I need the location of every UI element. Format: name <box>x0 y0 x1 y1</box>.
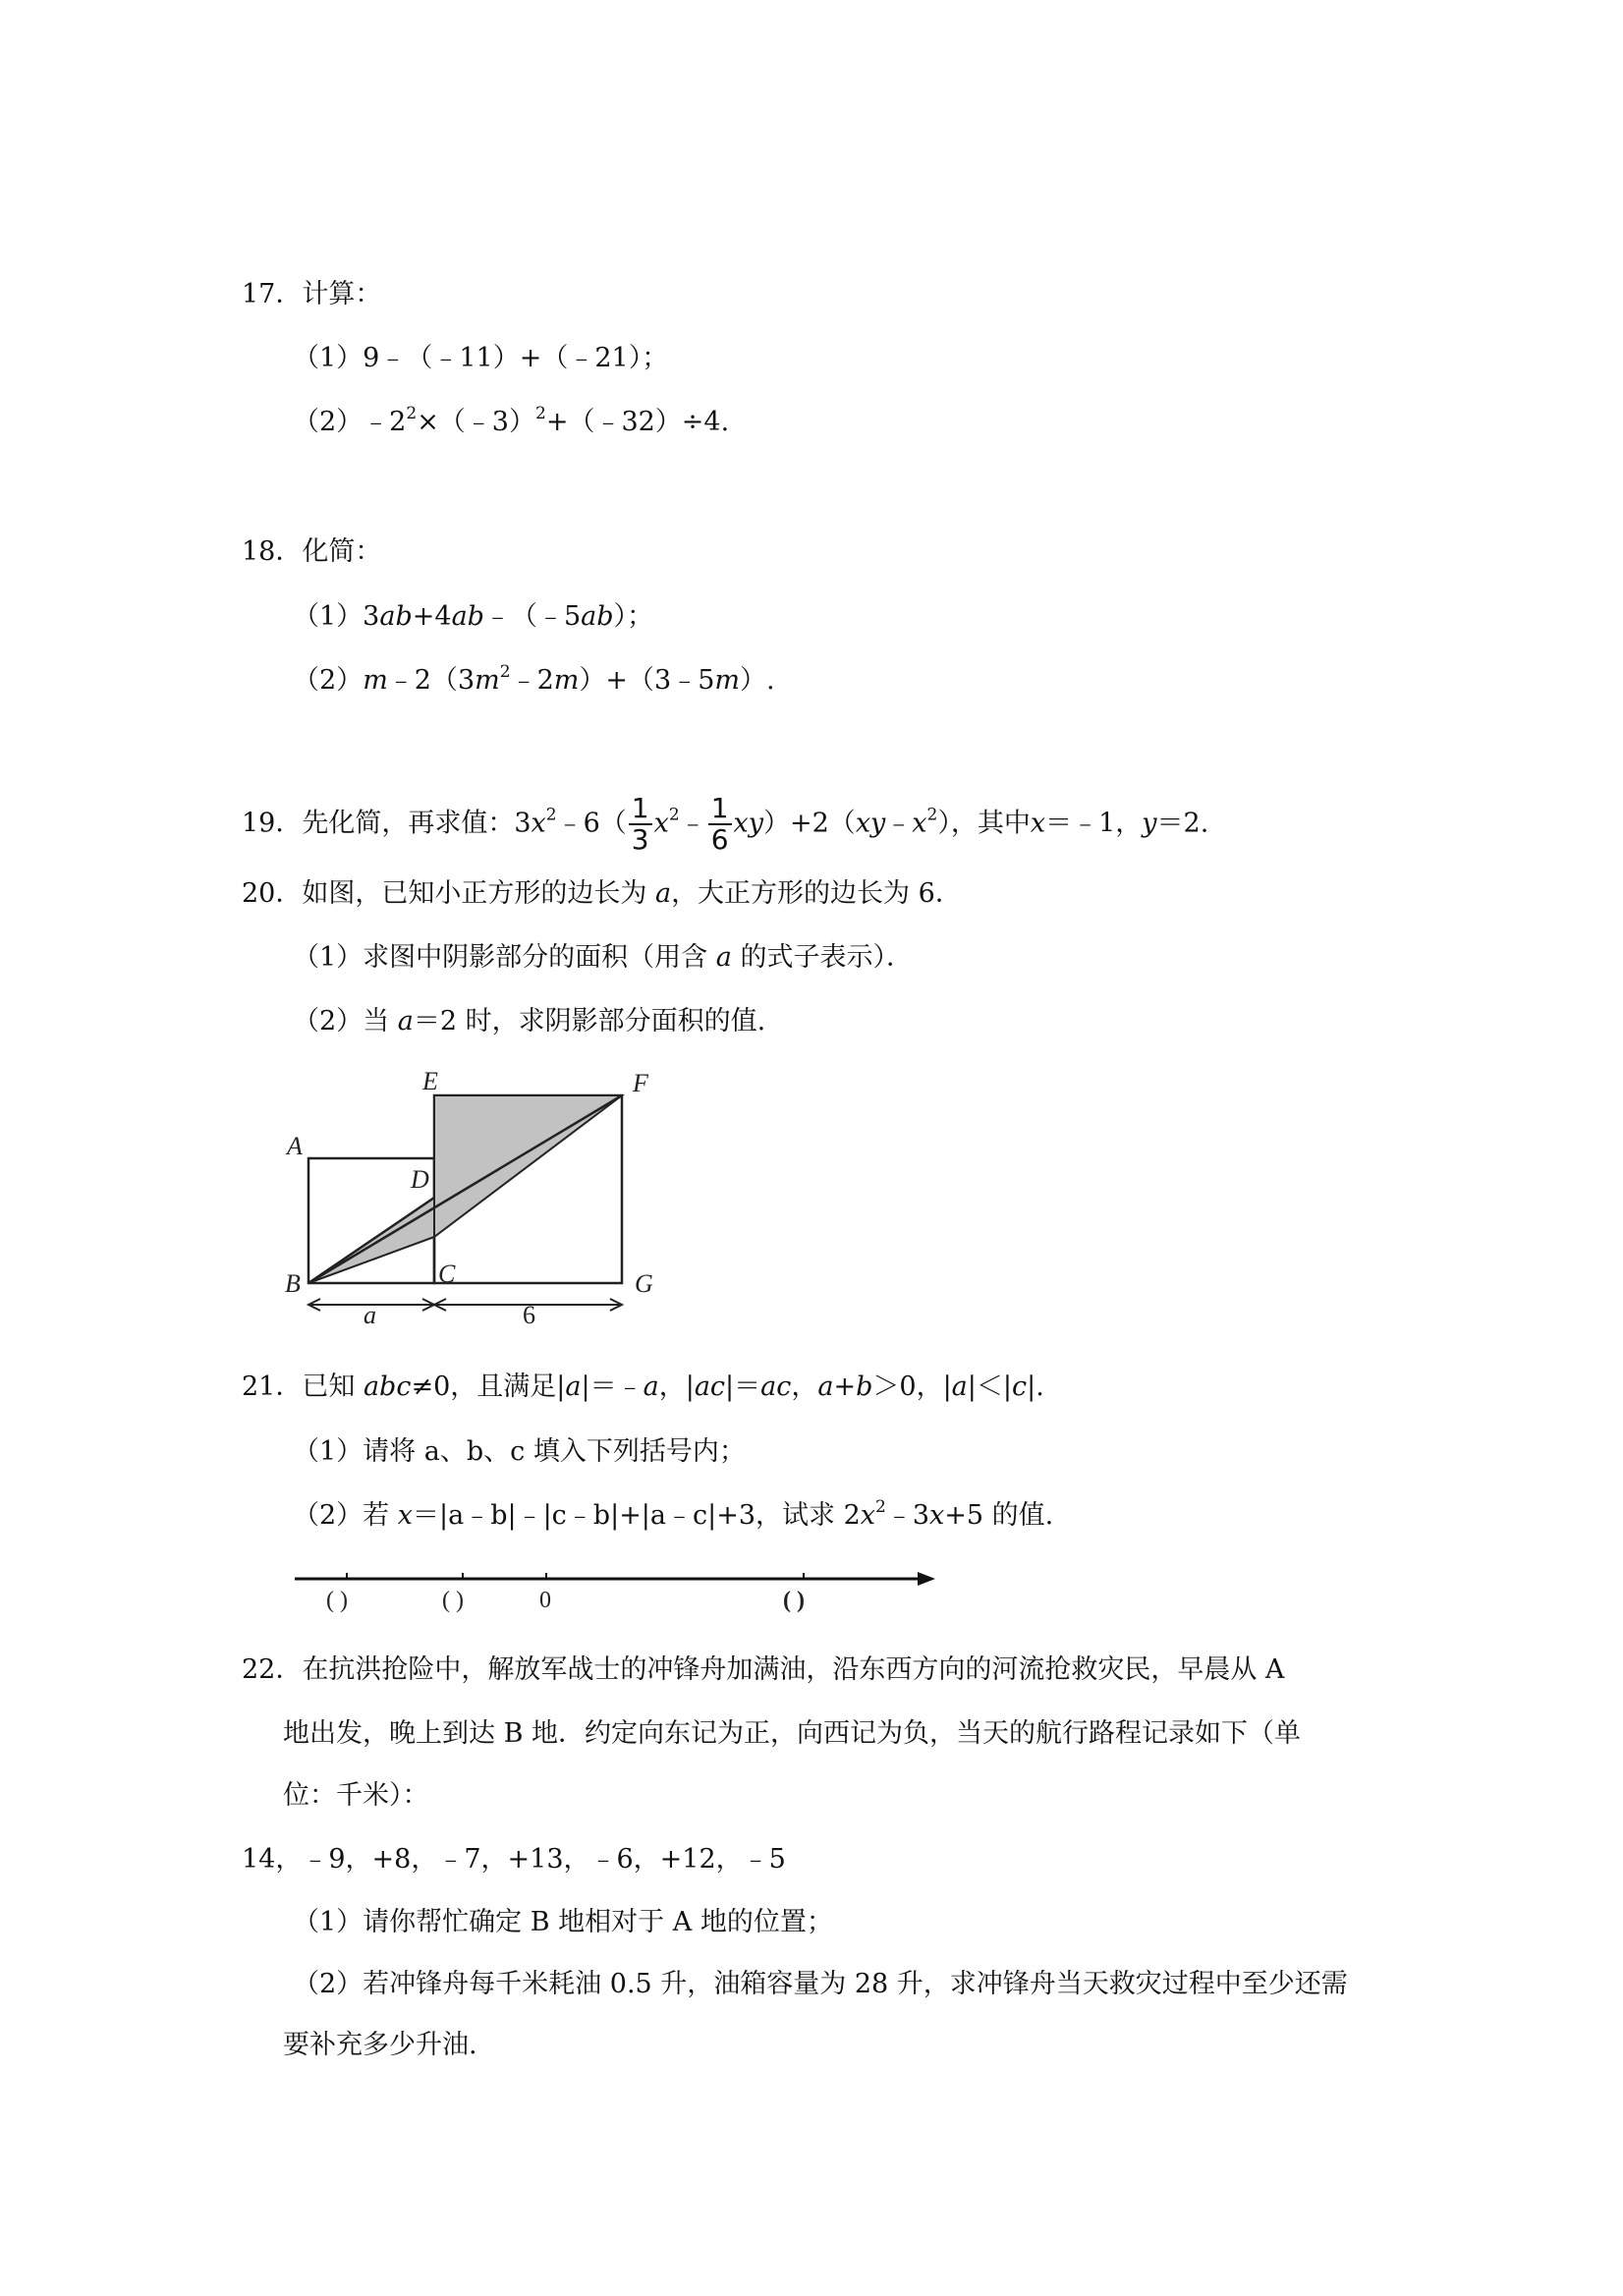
fraction-one-sixth: $\frac{1}{6}$ <box>708 794 732 855</box>
blank-bracket-1: ( ) <box>326 1588 348 1613</box>
q21-part2: （2）若 x＝|a﹣b|﹣|c﹣b|+|a﹣c|+3，试求 $2x^2﹣3x+5$ 的值. <box>293 1497 1054 1531</box>
q18-part1: （1）3ab+4ab﹣（﹣5ab）； <box>293 601 654 632</box>
q22-part2: （2）若冲锋舟每千米耗油 0.5 升，油箱容量为 28 升，求冲锋舟当天救灾过程中至少还需 <box>293 1969 1348 1999</box>
origin-label: 0 <box>539 1588 551 1613</box>
label-f: F <box>633 1069 648 1097</box>
q22-part1: （1）请你帮忙确定 B 地相对于 A 地的位置； <box>293 1907 833 1937</box>
q17-part1: （1）9﹣（﹣11）+（﹣21）； <box>293 343 669 373</box>
label-g: G <box>635 1269 653 1298</box>
q17-part2: $(2)﹣2^2\times(﹣3)^2+(﹣32)\div 4$. <box>293 404 730 437</box>
q17-title: 17．计算： <box>242 279 382 309</box>
number-line-arrow-icon <box>918 1572 935 1586</box>
dim-label-small: a <box>364 1301 376 1329</box>
dim-label-large: 6 <box>523 1301 535 1329</box>
q20-part2: （2）当 a＝2 时，求阴影部分面积的值. <box>293 1006 766 1036</box>
q18-title: 18．化简： <box>242 536 382 567</box>
q19-question: 19．先化简，再求值：$3x^2﹣6$（ $\frac{1}{3}$ $x^2﹣$ $\frac{1}{6}$ $xy)+2(xy﹣x^2)$，其中x＝﹣1，y＝2. <box>242 792 1209 856</box>
label-b: B <box>285 1269 301 1298</box>
q22-line2: 地出发，晚上到达 B 地．约定向东记为正，向西记为负，当天的航行路程记录如下（单 <box>283 1718 1302 1749</box>
q22-part2-cont: 要补充多少升油. <box>283 2030 477 2060</box>
label-a: A <box>287 1132 303 1160</box>
blank-bracket-2: ( ) <box>442 1588 464 1613</box>
squares-figure <box>265 1056 678 1331</box>
q22-line3: 位：千米）： <box>283 1780 429 1811</box>
q20-part1: （1）求图中阴影部分的面积（用含 a 的式子表示）． <box>293 942 913 973</box>
q20-question: 20．如图，已知小正方形的边长为 a，大正方形的边长为 6． <box>242 878 962 909</box>
dimension-arrows <box>308 1299 622 1311</box>
q22-data: 14，﹣9，+8，﹣7，+13，﹣6，+12，﹣5 <box>242 1844 786 1875</box>
shaded-region-ef <box>434 1095 622 1237</box>
number-line <box>285 1562 953 1621</box>
label-e: E <box>422 1067 438 1095</box>
q22-line1: 22．在抗洪抢险中，解放军战士的冲锋舟加满油，沿东西方向的河流抢救灾民，早晨从 A <box>242 1654 1285 1685</box>
blank-bracket-3: ( ) <box>783 1588 805 1613</box>
q21-part1: （1）请将 a、b、c 填入下列括号内； <box>293 1436 746 1467</box>
label-d: D <box>411 1165 429 1194</box>
q21-question: 21．已知 abc≠0，且满足|a|＝﹣a，|ac|＝ac，a+b＞0，|a|＜|c|. <box>242 1372 1044 1402</box>
fraction-one-third: $\frac{1}{3}$ <box>629 794 652 855</box>
q18-part2: $(2)m﹣2(3m^2﹣2m)+(3﹣5m)$. <box>293 662 775 696</box>
label-c: C <box>438 1260 456 1288</box>
